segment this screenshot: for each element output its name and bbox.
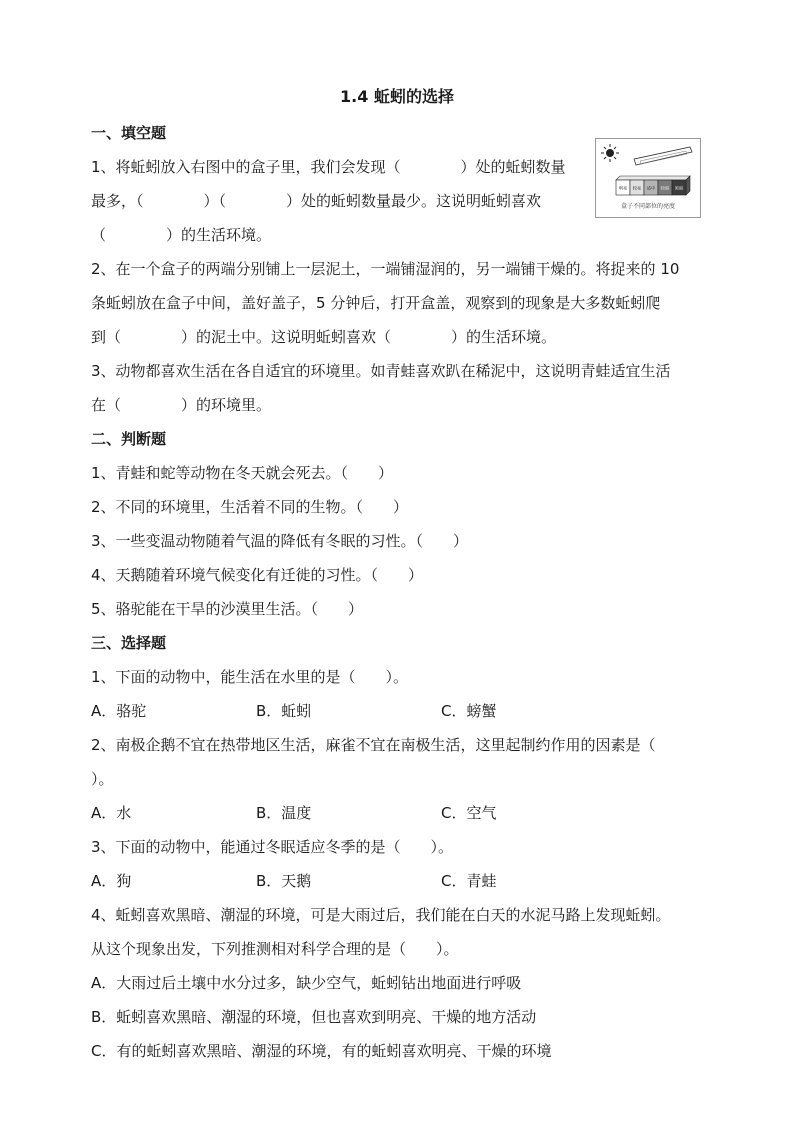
mc2-option-b: B．温度	[256, 804, 312, 822]
mc2-option-a: A．水	[91, 804, 132, 822]
q2-line-2: 条蚯蚓放在盒子中间，盖好盖子，5 分钟后，打开盒盖，观察到的现象是大多数蚯蚓爬	[91, 294, 661, 312]
box-cell-2-label: 较亮	[632, 185, 642, 191]
tf-item-1: 1、青蛙和蛇等动物在冬天就会死去。（ ）	[91, 464, 394, 482]
mc4-option-c: C．有的蚯蚓喜欢黑暗、潮湿的环境，有的蚯蚓喜欢明亮、干燥的环境	[91, 1042, 552, 1060]
mc2-stem-line-1: 2、南极企鹅不宜在热带地区生活，麻雀不宜在南极生活，这里起制约作用的因素是（	[91, 736, 656, 754]
section-heading-true-false: 二、判断题	[91, 430, 167, 448]
tf-item-4: 4、天鹅随着环境气候变化有迁徙的习性。（ ）	[91, 566, 424, 584]
q2-line-3: 到（ ）的泥土中。这说明蚯蚓喜欢（ ）的生活环境。	[91, 328, 557, 346]
section-heading-fill-blank: 一、填空题	[91, 124, 167, 142]
q3-line-2: 在（ ）的环境里。	[91, 396, 272, 414]
mc2-option-c: C．空气	[441, 804, 497, 822]
q1-line-3: （ ）的生活环境。	[91, 226, 272, 244]
mc1-option-b: B．蚯蚓	[256, 702, 312, 720]
mc2-stem-line-2: ）。	[91, 770, 114, 788]
mc1-option-c: C．螃蟹	[441, 702, 497, 720]
tf-item-3: 3、一些变温动物随着气温的降低有冬眠的习性。（ ）	[91, 532, 469, 550]
earthworm-box-figure	[595, 138, 701, 218]
tf-item-5: 5、骆驼能在干旱的沙漠里生活。（ ）	[91, 600, 364, 618]
box-cell-5-label: 黑暗	[674, 185, 684, 191]
mc1-option-a: A．骆驼	[91, 702, 147, 720]
tf-item-2: 2、不同的环境里，生活着不同的生物。（ ）	[91, 498, 409, 516]
box-cell-3-label: 适中	[646, 185, 656, 191]
mc4-stem-line-2: 从这个现象出发，下列推测相对科学合理的是（ ）。	[91, 940, 459, 958]
mc4-stem-line-1: 4、蚯蚓喜欢黑暗、潮湿的环境，可是大雨过后，我们能在白天的水泥马路上发现蚯蚓。	[91, 906, 671, 924]
mc4-option-a: A．大雨过后土壤中水分过多，缺少空气，蚯蚓钻出地面进行呼吸	[91, 974, 522, 992]
mc1-stem: 1、下面的动物中，能生活在水里的是（ ）。	[91, 668, 409, 686]
q1-line-1: 1、将蚯蚓放入右图中的盒子里，我们会发现（ ）处的蚯蚓数量	[91, 158, 566, 176]
mc3-option-a: A．狗	[91, 872, 132, 890]
box-cell-1-label: 明亮	[618, 185, 628, 191]
box-top	[616, 176, 690, 180]
section-heading-multiple-choice: 三、选择题	[91, 634, 167, 652]
mc3-option-c: C．青蛙	[441, 872, 497, 890]
page-title: 1.4 蚯蚓的选择	[340, 87, 454, 106]
mc3-option-b: B．天鹅	[256, 872, 312, 890]
mc4-option-b: B．蚯蚓喜欢黑暗、潮湿的环境，但也喜欢到明亮、干燥的地方活动	[91, 1008, 537, 1026]
q3-line-1: 3、动物都喜欢生活在各自适宜的环境里。如青蛙喜欢趴在稀泥中，这说明青蛙适宜生活	[91, 362, 671, 380]
q2-line-1: 2、在一个盒子的两端分别铺上一层泥土，一端铺湿润的，另一端铺干燥的。将捉来的 10	[91, 260, 680, 278]
box-cell-4-label: 较暗	[660, 185, 670, 191]
mc3-stem: 3、下面的动物中，能通过冬眠适应冬季的是（ ）。	[91, 838, 454, 856]
q1-line-2: 最多，（ ）（ ）处的蚯蚓数量最少。这说明蚯蚓喜欢	[91, 192, 542, 210]
sun-icon	[601, 144, 619, 162]
figure-caption: 盒子不同部位的亮度	[620, 203, 675, 210]
box-lid	[634, 147, 692, 165]
